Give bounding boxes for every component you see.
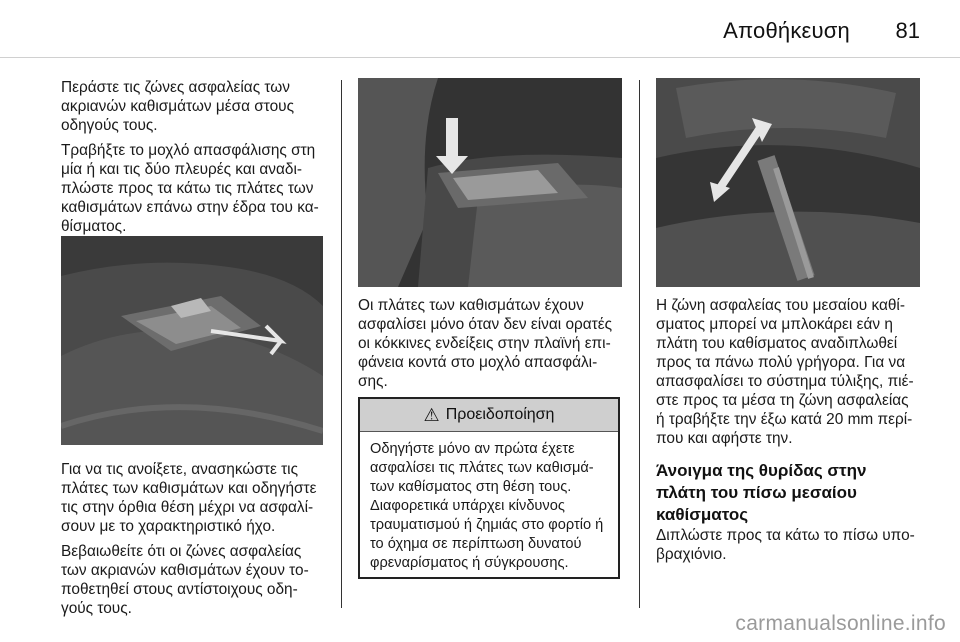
- warning-title: Προειδοποίηση: [445, 406, 555, 423]
- paragraph-locked-indicator: Οι πλάτες των καθισμάτων έχουν ασφαλίσει μόνο όταν δεν είναι ορατές οι κόκκινες ενδείξεις στην πλαϊνή επι-φάνεια κοντά στο μοχλό απασφάλι-σης.: [358, 297, 613, 390]
- paragraph-belts-guides: Περάστε τις ζώνες ασφαλείας των ακριανών καθισμάτων μέσα στους οδηγούς τους.: [61, 79, 295, 134]
- column-3: [656, 296, 920, 570]
- paragraph-raise-seatbacks: Για να τις ανοίξετε, ανασηκώστε τις πλάτες των καθισμάτων και οδηγήστε τις στην όρθια θέση μέχρι να ασφαλί-σουν με το χαρακτηριστικό ήχο.: [61, 461, 317, 535]
- column-2: [358, 296, 622, 397]
- paragraph-center-belt: Η ζώνη ασφαλείας του μεσαίου καθί-σματος μπορεί να μπλοκάρει εάν η πλάτη του καθίσματος αναδιπλωθεί προς τα πάνω πολύ γρήγορα. Για να απασφαλίσει το σύστημα τύλιξης, πιέ-στε προς τα μέσα τη ζώνη ασφαλείας ή τραβήξτε την έξω κατά 20 mm περί-που και αφήστε την.: [656, 297, 914, 447]
- warning-header: [360, 399, 618, 432]
- column-1: [61, 78, 327, 242]
- column-divider-1: [341, 80, 342, 608]
- header-divider: [0, 57, 960, 58]
- page-header: [0, 0, 960, 58]
- watermark: carmanualsonline.info: [735, 612, 946, 635]
- warning-body: [360, 432, 618, 573]
- warning-paragraph-2: Διαφορετικά υπάρχει κίνδυνος τραυματισμού ή ζημιάς στο φορτίο ή το όχημα σε περίπτωση δυνατού φρεναρίσματος ή σύγκρουσης.: [370, 498, 604, 571]
- page-title: Αποθήκευση: [723, 18, 850, 43]
- figure-center-seatbelt: [656, 78, 920, 287]
- warning-paragraph-1: Οδηγήστε μόνο αν πρώτα έχετε ασφαλίσει τις πλάτες των καθισμά-των καθίσματος στη θέση τους.: [370, 441, 594, 495]
- section-heading: Άνοιγμα της θυρίδας στην πλάτη του πίσω μεσαίου καθίσματος: [656, 461, 867, 524]
- figure-seat-release-lever: [61, 236, 323, 445]
- paragraph-fold-seatbacks: Τραβήξτε το μοχλό απασφάλισης στη μία ή και τις δύο πλευρές και αναδι-πλώστε προς τα κάτω τις πλάτες των καθισμάτων επάνω στην έδρα του κα-θίσματος.: [61, 142, 319, 235]
- page-number: 81: [895, 18, 920, 43]
- paragraph-fold-armrest: Διπλώστε προς τα κάτω το πίσω υπο-βραχιόνιο.: [656, 527, 915, 563]
- column-divider-2: [639, 80, 640, 608]
- warning-box: [358, 397, 620, 579]
- column-1-lower: [61, 460, 327, 624]
- warning-icon: ⚠: [423, 404, 440, 426]
- figure-seat-indicator: [358, 78, 622, 287]
- paragraph-check-belts: Βεβαιωθείτε ότι οι ζώνες ασφαλείας των ακριανών καθισμάτων έχουν το-ποθετηθεί στους αντίστοιχους οδη-γούς τους.: [61, 543, 309, 617]
